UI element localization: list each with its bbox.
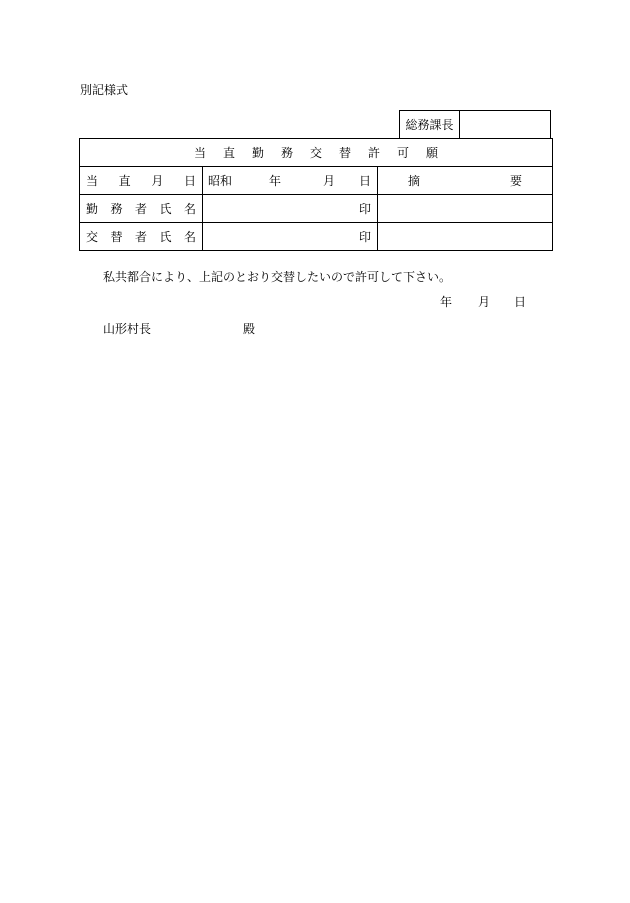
form-heading: 別記様式	[80, 83, 129, 97]
form-title: 当 直 勤 務 交 替 許 可 願	[80, 139, 553, 167]
substitute-name-label: 交 替 者 氏 名	[80, 223, 203, 251]
worker-name-field[interactable]	[203, 195, 378, 223]
table-row	[80, 195, 553, 223]
request-statement: 私共都合により、上記のとおり交替したいので許可して下さい。	[103, 270, 452, 284]
remarks-field-2[interactable]	[378, 223, 553, 251]
seal-mark: 印	[358, 202, 371, 216]
substitute-name-field[interactable]	[203, 223, 378, 251]
duty-date-field[interactable]: 昭和 年 月 日	[203, 167, 378, 195]
table-row	[80, 223, 553, 251]
approval-box	[399, 110, 551, 138]
seal-mark: 印	[358, 230, 371, 244]
approval-label: 総務課長	[400, 111, 460, 138]
remarks-header: 摘 要	[378, 167, 553, 195]
request-form-table	[79, 138, 553, 251]
honorific: 殿	[243, 322, 256, 336]
addressee: 山形村長	[103, 322, 152, 336]
table-row	[80, 167, 553, 195]
remarks-field-1[interactable]	[378, 195, 553, 223]
approval-stamp-field[interactable]	[460, 111, 550, 138]
duty-date-label: 当 直 月 日	[80, 167, 203, 195]
worker-name-label: 勤 務 者 氏 名	[80, 195, 203, 223]
submission-date: 年 月 日	[440, 295, 527, 309]
